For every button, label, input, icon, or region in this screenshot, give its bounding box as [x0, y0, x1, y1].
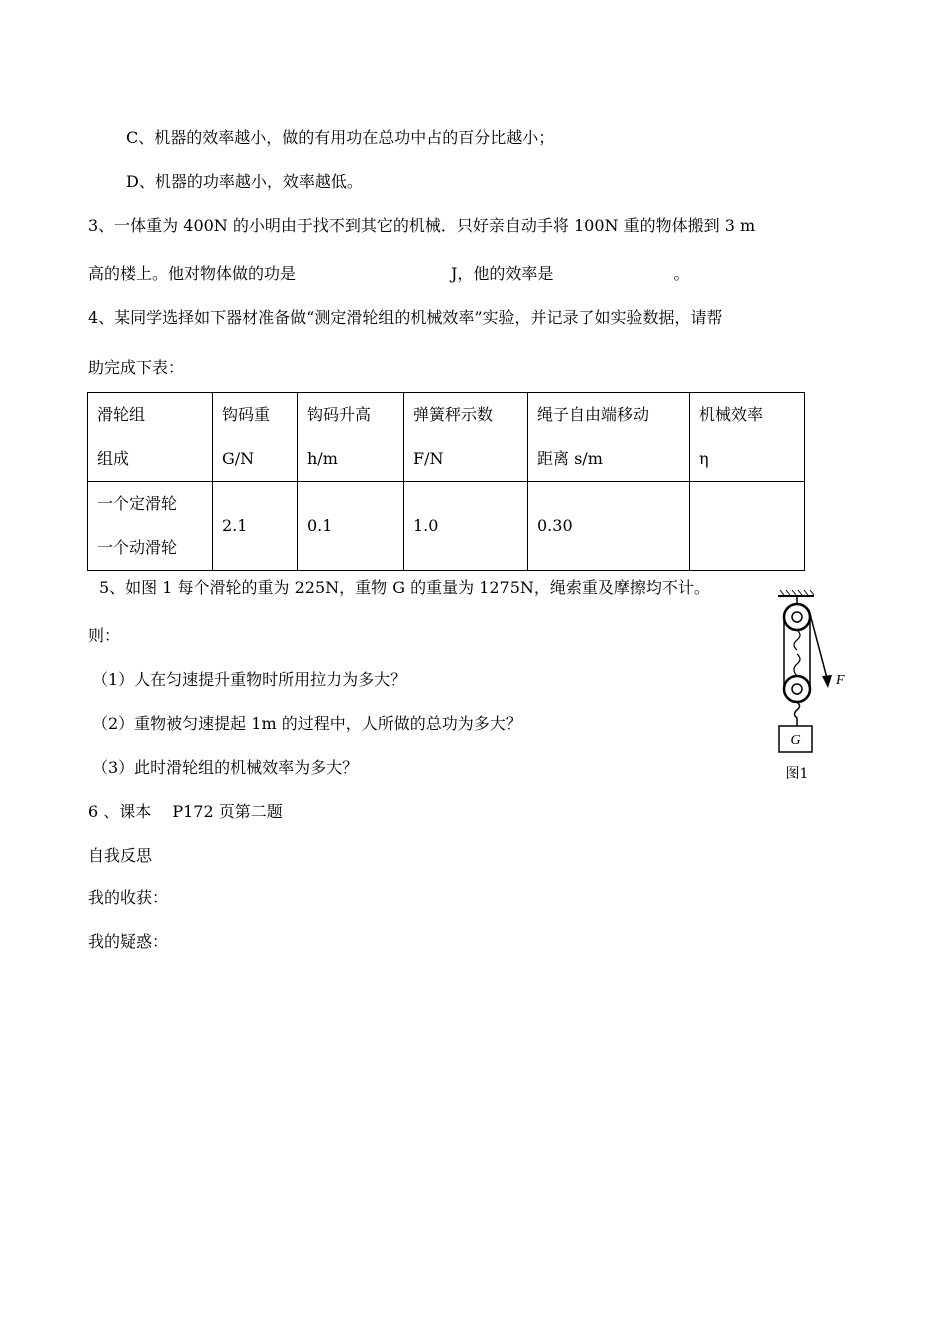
- reflection-gain: 我的收获：: [88, 888, 169, 907]
- cell-weight: 2.1: [213, 482, 298, 571]
- table-row: [88, 482, 805, 571]
- pulley-figure: [770, 586, 860, 786]
- header-force: 弹簧秤示数 F/N: [404, 393, 528, 482]
- q3-text-a: 高的楼上。他对物体做的功是: [88, 264, 297, 283]
- figure-caption: 图1: [785, 766, 809, 782]
- q3-text-c: 。: [673, 264, 690, 283]
- header-weight: 钩码重 G/N: [213, 393, 298, 482]
- q5-line2: 则：: [88, 626, 121, 645]
- q6: 6 、课本 P172 页第二题: [88, 802, 283, 821]
- q5-line1: 5、如图 1 每个滑轮的重为 225N，重物 G 的重量为 1275N，绳索重及摩擦均不计。: [99, 578, 710, 597]
- movable-pulley: [784, 676, 810, 702]
- experiment-table: [87, 392, 805, 571]
- cell-efficiency: [690, 482, 805, 571]
- force-arrow: [822, 675, 832, 688]
- weight-label: G: [790, 733, 801, 748]
- reflection-title: 自我反思: [88, 846, 153, 865]
- reflection-doubt: 我的疑惑：: [88, 932, 169, 951]
- cell-composition: 一个定滑轮 一个动滑轮: [88, 482, 213, 571]
- option-c: C、机器的效率越小，做的有用功在总功中占的百分比越小；: [126, 128, 555, 147]
- option-d: D、机器的功率越小，效率越低。: [126, 172, 363, 191]
- table-header-row: [88, 393, 805, 482]
- fixed-pulley: [784, 604, 810, 630]
- q3-line2: [88, 264, 689, 284]
- header-height: 钩码升高 h/m: [298, 393, 404, 482]
- force-label: F: [836, 673, 845, 688]
- cell-height: 0.1: [298, 482, 404, 571]
- pull-rope: [809, 610, 828, 682]
- q5-sub3: （3）此时滑轮组的机械效率为多大？: [92, 758, 359, 777]
- header-efficiency: 机械效率 η: [690, 393, 805, 482]
- q5-sub2: （2）重物被匀速提起 1m 的过程中，人所做的总功为多大？: [92, 714, 522, 733]
- q3-text-b: J，他的效率是: [451, 264, 554, 283]
- header-distance: 绳子自由端移动 距离 s/m: [528, 393, 690, 482]
- header-composition: 滑轮组 组成: [88, 393, 213, 482]
- q5-sub1: （1）人在匀速提升重物时所用拉力为多大？: [92, 670, 407, 689]
- q4-line1: 4、某同学选择如下器材准备做“测定滑轮组的机械效率”实验，并记录了如实验数据，请帮: [88, 308, 723, 327]
- cell-distance: 0.30: [528, 482, 690, 571]
- q4-line2: 助完成下表：: [88, 358, 185, 377]
- q3-line1: 3、一体重为 400N 的小明由于找不到其它的机械．只好亲自动手将 100N 重的物体搬到 3 m: [88, 216, 756, 235]
- cell-force: 1.0: [404, 482, 528, 571]
- ceiling-hatch: [780, 590, 814, 595]
